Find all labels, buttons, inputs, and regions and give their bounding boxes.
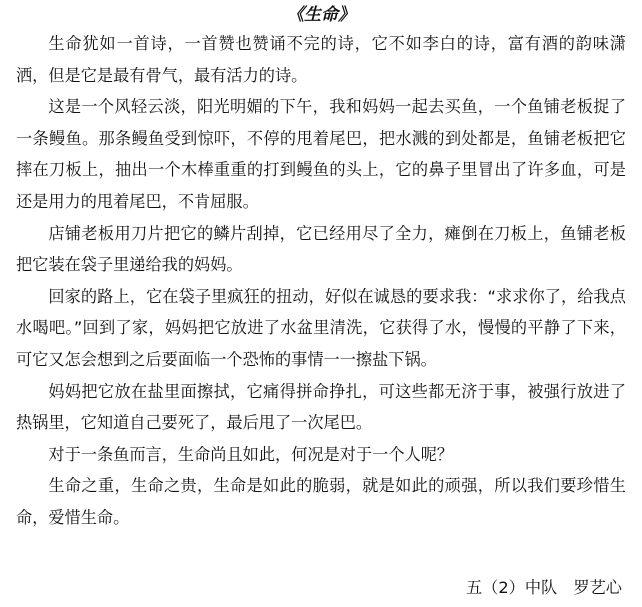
- paragraph-1: 生命犹如一首诗，一首赞也赞诵不完的诗，它不如李白的诗，富有酒的韵味潇洒，但是它是最有骨气，最有活力的诗。: [16, 34, 626, 85]
- paragraph-2: 这是一个风轻云淡，阳光明媚的下午，我和妈妈一起去买鱼，一个鱼铺老板捉了一条鳗鱼。那条鳗鱼受到惊吓，不停的甩着尾巴，把水溅的到处都是，鱼铺老板把它摔在刀板上，抽出一个木棒重重的打到鳗鱼的头上，它的鼻子里冒出了许多血，可是还是用力的甩着尾巴，不肯屈服。: [16, 97, 626, 211]
- paragraph-5: 妈妈把它放在盐里面擦拭，它痛得拼命挣扎，可这些都无济于事，被强行放进了热锅里，它知道自己要死了，最后甩了一次尾巴。: [16, 381, 626, 433]
- paragraph-7: 生命之重，生命之贵，生命是如此的脆弱，就是如此的顽强，所以我们要珍惜生命，爱惜生命。: [16, 476, 626, 527]
- paragraph-4: 回家的路上，它在袋子里疯狂的扭动，好似在诚恳的要求我：“求求你了，给我点水喝吧。”回到了家，妈妈把它放进了水盆里清洗，它获得了水，慢慢的平静了下来，可它又怎会想到之后要面临一个恐怖的事情一一擦盐下锅。: [16, 286, 626, 369]
- paragraph-6: 对于一条鱼而言，生命尚且如此，何况是对于一个人呢？: [48, 444, 454, 464]
- document-title: 《生命》: [287, 5, 355, 25]
- author-signature: 五（2）中队 罗艺心: [466, 578, 622, 597]
- paragraph-3: 店铺老板用刀片把它的鳞片刮掉，它已经用尽了全力，瘫倒在刀板上，鱼铺老板把它装在袋子里递给我的妈妈。: [16, 223, 626, 275]
